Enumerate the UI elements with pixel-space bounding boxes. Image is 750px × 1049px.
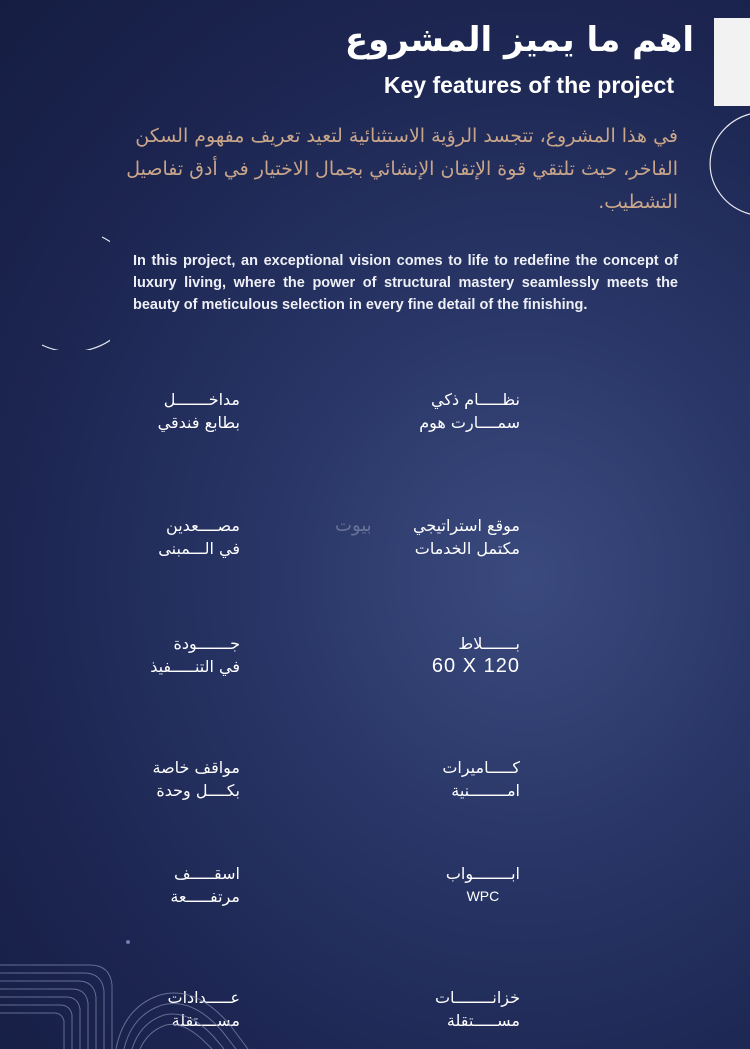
feature-cameras (442, 756, 520, 802)
feature-ceilings-title: اسقـــــف (174, 864, 240, 883)
feature-entrances-subtitle: بطابع فندقي (157, 413, 240, 432)
feature-elevators-subtitle: في الـــمبنى (158, 539, 240, 558)
feature-entrances-title: مداخـــــــل (163, 390, 240, 409)
feature-cameras-subtitle: امــــــــنية (451, 781, 520, 800)
feature-quality-title: جـــــــودة (173, 634, 240, 653)
feature-location-subtitle: مكتمل الخدمات (414, 539, 520, 558)
decorative-arc-right (690, 112, 750, 216)
page-title-english: Key features of the project (383, 72, 674, 98)
feature-entrances (158, 388, 240, 434)
feature-doors-material: WPC (466, 888, 500, 904)
feature-parking (152, 756, 240, 802)
decorative-wave-lines (0, 955, 280, 1049)
accent-bar (714, 18, 750, 106)
watermark: بيوت (335, 515, 372, 536)
feature-location (413, 514, 520, 560)
feature-parking-subtitle: بكــــل وحدة (156, 781, 240, 800)
feature-tiles (432, 632, 520, 678)
feature-smart-home-title: نظـــــام ذكي (431, 390, 520, 409)
decorative-dot (126, 940, 130, 944)
feature-quality-subtitle: في التنـــــفيذ (150, 657, 240, 676)
feature-elevators-title: مصــــعدين (166, 516, 240, 535)
feature-tanks-title: خزانــــــــات (434, 988, 520, 1007)
feature-doors (446, 862, 520, 908)
feature-meters-subtitle: مســــتقلة (171, 1011, 240, 1030)
feature-tanks (435, 986, 520, 1032)
feature-cameras-title: كـــــاميرات (442, 758, 520, 777)
feature-smart-home-subtitle: سمــــارت هوم (419, 413, 520, 432)
feature-location-title: موقع استراتيجي (413, 516, 520, 535)
description-english: In this project, an exceptional vision comes to life to redefine the concept of luxury living, where the power of structural mastery seamlessly meets the beauty of meticulous selection in every fine detail of the finishing. (133, 253, 678, 313)
feature-tiles-size: 60 X 120 (431, 655, 520, 677)
description-arabic: في هذا المشروع، تتجسد الرؤية الاستثنائية لتعيد تعريف مفهوم السكن الفاخر، حيث تلتقي قوة الإتقان الإنشائي بجمال الاختيار في أدق تفاصيل التشطيب. (126, 125, 678, 213)
feature-tiles-title: بـــــــلاط (458, 634, 520, 653)
feature-tanks-subtitle: مســـــتقلة (446, 1011, 520, 1030)
feature-doors-title: ابــــــــواب (445, 864, 520, 883)
decorative-arc-left (40, 235, 110, 350)
feature-smart-home (419, 388, 520, 434)
feature-quality (150, 632, 240, 678)
feature-meters-title: عـــــدادات (167, 988, 240, 1007)
feature-ceilings (170, 862, 240, 908)
feature-parking-title: مواقف خاصة (152, 758, 240, 777)
page-title-arabic: اهم ما يميز المشروع (344, 20, 694, 60)
feature-ceilings-subtitle: مرتفـــــعة (170, 887, 240, 906)
feature-elevators (158, 514, 240, 560)
